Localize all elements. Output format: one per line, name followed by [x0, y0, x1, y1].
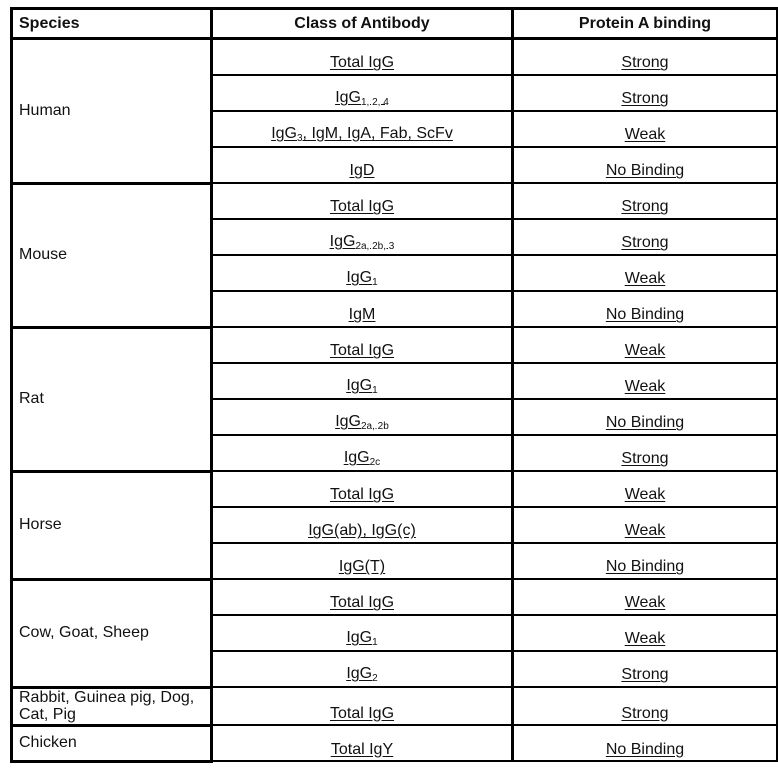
antibody-subclass: 2 [372, 673, 378, 684]
antibody-class-main: IgD [349, 162, 375, 180]
table-row [12, 327, 778, 363]
table-row [12, 725, 778, 761]
antibody-class-main: Total IgG [329, 486, 395, 504]
table-row [12, 687, 778, 725]
antibody-class-text [331, 741, 393, 758]
antibody-class-text [330, 54, 394, 71]
binding-cell [513, 111, 778, 147]
antibody-class-main: IgG [346, 377, 373, 394]
antibody-subclass: 1, 2, 4 [360, 97, 389, 108]
binding-cell [513, 39, 778, 76]
binding-cell [513, 147, 778, 183]
species-cell: Horse [12, 471, 212, 579]
antibody-class-cell [212, 507, 513, 543]
antibody-class-main: Total IgG [329, 198, 395, 216]
header-protein-a-binding: Protein A binding [513, 9, 778, 39]
binding-cell [513, 219, 778, 255]
species-cell: Rat [12, 327, 212, 471]
antibody-class-text [330, 594, 394, 611]
antibody-class-main: IgG [343, 449, 370, 466]
binding-value: Strong [621, 54, 669, 72]
antibody-class-main: IgG [346, 629, 373, 646]
table-row [12, 471, 778, 507]
table-header [12, 9, 778, 39]
antibody-class-cell [212, 39, 513, 76]
antibody-class-main: Total IgG [329, 704, 395, 722]
antibody-class-main: IgM [348, 306, 376, 324]
antibody-class-main: IgG(T) [338, 558, 386, 576]
binding-cell [513, 615, 778, 651]
binding-value: Strong [621, 450, 669, 468]
binding-value: Weak [624, 522, 666, 540]
binding-value: Weak [624, 378, 666, 396]
binding-cell [513, 543, 778, 579]
antibody-class-text [330, 233, 395, 250]
antibody-class-cell [212, 579, 513, 615]
binding-value: Strong [621, 704, 669, 722]
antibody-subclass: 2a, 2b [360, 421, 389, 432]
antibody-class-cell [212, 147, 513, 183]
table-row [12, 579, 778, 615]
binding-value: Weak [624, 270, 666, 288]
antibody-class-cell [212, 75, 513, 111]
binding-value: No Binding [605, 162, 685, 180]
header-species: Species [12, 9, 212, 39]
antibody-class-cell [212, 687, 513, 725]
antibody-class-main: IgG [346, 269, 373, 286]
antibody-class-main: IgG [335, 413, 361, 430]
binding-value: Weak [624, 630, 666, 648]
binding-cell [513, 75, 778, 111]
binding-cell [513, 327, 778, 363]
antibody-class-text [339, 558, 385, 575]
header-row [12, 9, 778, 39]
antibody-class-cell [212, 651, 513, 687]
antibody-subclass: 2a, 2b, 3 [355, 241, 395, 252]
antibody-class-cell [212, 219, 513, 255]
antibody-class-cell [212, 725, 513, 761]
antibody-class-cell [212, 399, 513, 435]
species-cell: Cow, Goat, Sheep [12, 579, 212, 687]
antibody-class-text [335, 413, 389, 430]
antibody-subclass: 1 [372, 637, 378, 648]
antibody-class-main: IgG [329, 233, 356, 250]
species-cell: Mouse [12, 183, 212, 327]
binding-cell [513, 255, 778, 291]
antibody-class-cell [212, 111, 513, 147]
antibody-class-cell [212, 291, 513, 327]
antibody-class-main: Total IgG [329, 54, 395, 72]
antibody-class-text [346, 629, 377, 646]
antibody-class-tail: , IgM, IgA, Fab, ScFv [302, 125, 453, 142]
antibody-class-cell [212, 255, 513, 291]
species-cell: Rabbit, Guinea pig, Dog, Cat, Pig [12, 687, 212, 725]
antibody-class-cell [212, 543, 513, 579]
antibody-class-main: Total IgG [329, 594, 395, 612]
species-cell: Human [12, 39, 212, 184]
species-cell: Chicken [12, 725, 212, 761]
binding-cell [513, 291, 778, 327]
binding-cell [513, 507, 778, 543]
table-body [12, 39, 778, 762]
header-class-of-antibody: Class of Antibody [212, 9, 513, 39]
antibody-class-main: IgG [271, 125, 297, 142]
binding-cell [513, 363, 778, 399]
binding-cell [513, 471, 778, 507]
protein-a-binding-table [10, 7, 778, 763]
antibody-class-main: Total IgY [330, 740, 394, 758]
binding-value: No Binding [605, 306, 685, 324]
antibody-class-text [346, 377, 377, 394]
binding-cell [513, 725, 778, 761]
binding-cell [513, 183, 778, 219]
antibody-subclass: 1 [372, 385, 378, 396]
binding-cell [513, 399, 778, 435]
antibody-class-text [330, 705, 394, 722]
table-row [12, 39, 778, 76]
antibody-subclass: 2c [369, 457, 381, 468]
antibody-class-cell [212, 363, 513, 399]
binding-value: Strong [621, 234, 669, 252]
antibody-class-text [271, 125, 453, 142]
binding-cell [513, 651, 778, 687]
binding-cell [513, 687, 778, 725]
antibody-class-main: IgG(ab), IgG(c) [308, 522, 416, 540]
antibody-class-text [346, 665, 377, 682]
antibody-class-cell [212, 183, 513, 219]
antibody-class-text [308, 522, 416, 539]
binding-value: Weak [624, 126, 666, 144]
antibody-class-text [335, 89, 389, 106]
antibody-class-cell [212, 327, 513, 363]
binding-value: No Binding [605, 558, 685, 576]
binding-value: Strong [621, 198, 669, 216]
antibody-class-text [344, 449, 380, 466]
antibody-class-text [330, 486, 394, 503]
antibody-class-text [349, 306, 376, 323]
antibody-class-text [346, 269, 377, 286]
table-row [12, 183, 778, 219]
antibody-class-cell [212, 471, 513, 507]
antibody-class-text [330, 198, 394, 215]
antibody-subclass: 1 [372, 277, 378, 288]
antibody-class-cell [212, 435, 513, 471]
binding-value: Strong [621, 666, 669, 684]
binding-cell [513, 579, 778, 615]
antibody-class-main: IgG [335, 89, 361, 106]
binding-value: No Binding [605, 740, 685, 758]
binding-value: No Binding [605, 414, 685, 432]
antibody-subclass: 3 [296, 133, 303, 144]
antibody-class-text [330, 342, 394, 359]
antibody-class-main: IgG [346, 665, 373, 682]
antibody-class-text [350, 162, 375, 179]
binding-value: Strong [621, 90, 669, 108]
antibody-class-main: Total IgG [329, 342, 395, 360]
binding-value: Weak [624, 486, 666, 504]
antibody-class-cell [212, 615, 513, 651]
binding-value: Weak [624, 342, 666, 360]
binding-value: Weak [624, 594, 666, 612]
binding-cell [513, 435, 778, 471]
